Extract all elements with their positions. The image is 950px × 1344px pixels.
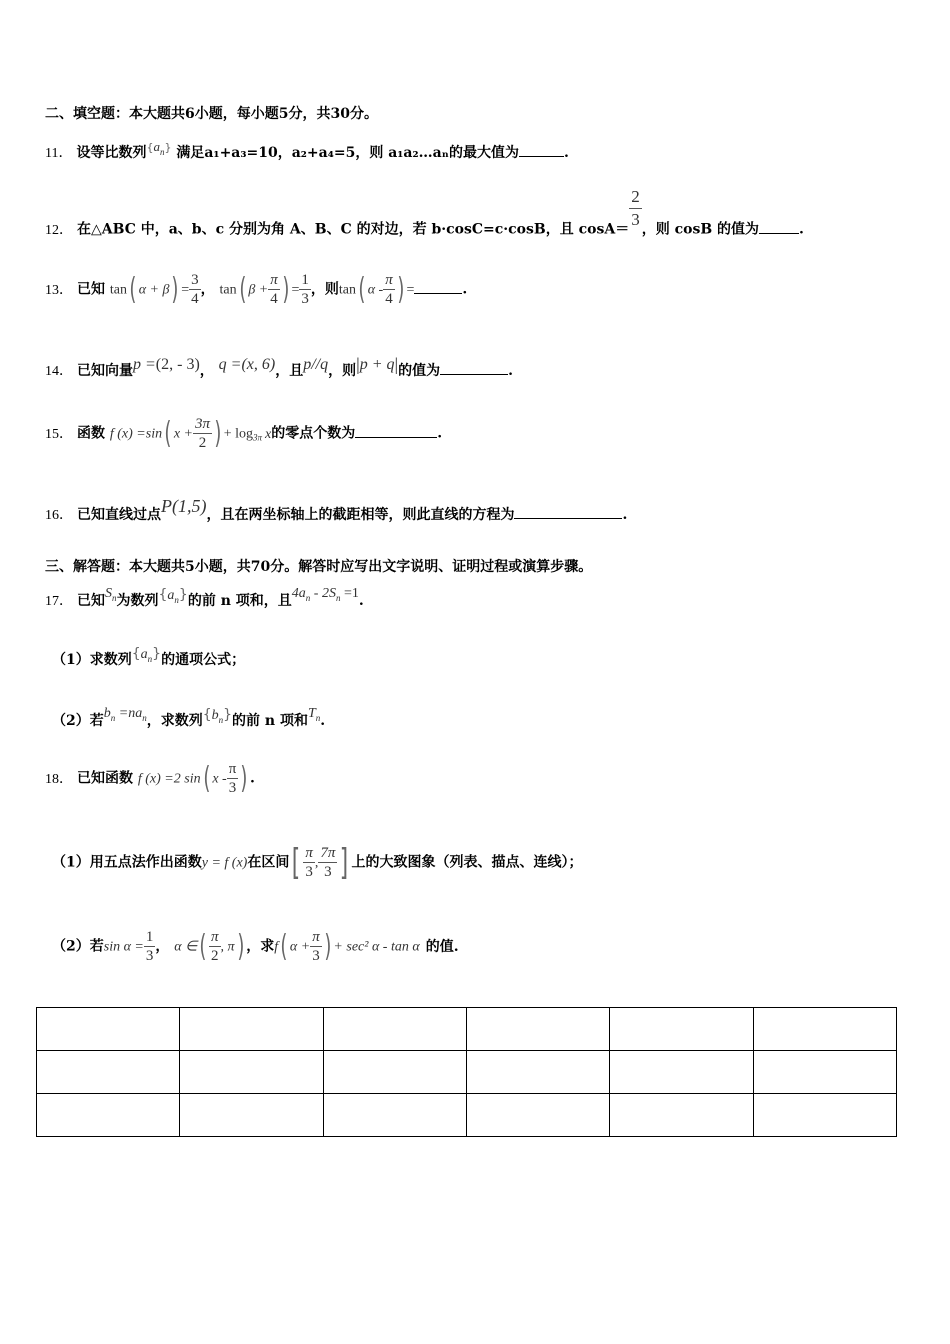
table-row <box>37 1094 897 1137</box>
q17-sub: n <box>335 593 341 603</box>
table-cell[interactable] <box>610 1051 753 1094</box>
q15-logarg: x <box>265 426 272 442</box>
frac-top: 3π <box>194 416 210 432</box>
question-number: 14． <box>45 364 73 379</box>
answer-table <box>36 1007 897 1137</box>
frac-top: 1 <box>301 272 309 288</box>
q17-front: 的前 n 项和，且 <box>187 593 292 609</box>
q17-sub: n <box>142 713 147 723</box>
q13-lead: 已知 <box>77 281 105 298</box>
frac-bottom: 4 <box>270 291 278 307</box>
section-2-heading <box>45 103 378 123</box>
q16-point: P(1,5) <box>161 496 207 516</box>
q17-mid: 为数列 <box>116 593 159 609</box>
q17-T: T <box>307 706 316 721</box>
section-heading-text: 三、解答题：本大题共5小题，共70分。解答时应写出文字说明、证明过程或演算步骤。 <box>45 559 593 575</box>
q14-sum: p + q <box>359 356 395 373</box>
comma: ， <box>155 938 170 955</box>
question-17-part-2: （2）若$b_n =na_n$，求数列$\{b_n\}$的前 n 项和$T_n$. <box>52 706 326 729</box>
q17-an: a <box>167 588 175 603</box>
q17-bn-rhs: =na <box>115 706 143 721</box>
frac-bottom: 3 <box>631 210 640 229</box>
q13-frac2 <box>299 271 311 308</box>
q18-p1-label: （1）用五点法作出函数 <box>52 854 202 871</box>
q18-frac <box>227 760 239 797</box>
frac-top: π <box>270 272 278 288</box>
q17-an: a <box>140 647 148 662</box>
frac-bottom: 3 <box>324 864 332 880</box>
q13-frac1 <box>189 271 201 308</box>
answer-blank[interactable] <box>759 221 799 234</box>
q18-sec: + sec² α - tan α <box>333 939 420 955</box>
q18-p2-label: （2）若 <box>52 938 104 955</box>
q17-eq: 4a <box>291 586 306 601</box>
table-cell[interactable] <box>323 1008 466 1051</box>
question-17-part-1: （1）求数列$\{a_n\}$的通项公式； <box>52 646 246 668</box>
table-cell[interactable] <box>323 1051 466 1094</box>
answer-blank[interactable] <box>519 144 564 157</box>
table-cell[interactable] <box>37 1094 180 1137</box>
q11-tail: ，则 a₁a₂…aₙ的最大值为 <box>355 145 519 161</box>
table-cell[interactable] <box>753 1008 896 1051</box>
q17-sub: n <box>218 715 224 725</box>
question-number: 18． <box>45 771 73 787</box>
q18-yfx: y = f (x) <box>201 855 248 871</box>
question-12 <box>45 186 804 239</box>
question-number: 17． <box>45 594 73 609</box>
q14-lead: 已知向量 <box>77 363 133 379</box>
q11-cond2: a₂+a₄=5 <box>291 145 356 161</box>
section-heading-text: 二、填空题：本大题共6小题，每小题5分，共30分。 <box>45 106 378 122</box>
q17-sub: n <box>147 654 153 664</box>
question-13: 13． 已知 tan( α + β) = $\frac{3}{4}$ ， tan( β + $\frac{\pi}{4}$ ) = $\frac{1}{3}$ ，则tan( α - $\frac{\pi}{4}$ ) = . <box>45 272 468 307</box>
eq: = <box>406 282 415 298</box>
frac-top: π <box>312 929 320 945</box>
q17-p1-tail: 的通项公式； <box>161 652 246 668</box>
q18-lead: 已知函数 <box>77 770 133 787</box>
q12-fraction <box>629 186 642 231</box>
q13-beta: β + <box>248 282 269 298</box>
q11-mid: 满足 <box>176 145 205 161</box>
q14-q: q = <box>218 356 242 373</box>
q18-interval-a <box>303 844 315 881</box>
q17-sub: n <box>112 593 117 603</box>
table-cell[interactable] <box>466 1008 609 1051</box>
question-18-part-2: （2）若sin α = $\frac{1}{3}$ ， α ∈( $\frac{\pi}{2}$ , π) ，求f( α + $\frac{\pi}{3}$ ) + sec² α - tan α 的值. <box>52 929 459 964</box>
q14-tail: 的值为 <box>398 363 441 379</box>
frac-top: 1 <box>145 929 154 945</box>
q18-end: . <box>250 770 255 787</box>
frac-bottom: 3 <box>145 948 154 964</box>
table-cell[interactable] <box>753 1094 896 1137</box>
eq: = <box>291 282 300 298</box>
q18-api: , π <box>220 939 235 955</box>
frac-top: π <box>385 272 393 288</box>
q13-end: . <box>462 281 468 298</box>
q18-fx: f (x) =2 sin <box>137 771 201 787</box>
q12-text: 在△ABC 中，a、b、c 分别为角 A、B、C 的对边，若 b·cosC=c·cosB，且 cosA＝ <box>77 221 630 238</box>
question-15: 15． 函数 f (x) =sin( x + $\frac{3\pi}{2}$ ) + $\log_{3\pi} x$的零点个数为 . <box>45 416 443 451</box>
question-14: 14． 已知向量p =(2, - 3)， q =(x, 6)，且p//q，则|p + q|的值为 . <box>45 354 513 379</box>
q18-sin: sin α = <box>103 939 144 955</box>
q17-bn: b <box>103 706 111 721</box>
frac-bottom: 2 <box>198 435 207 451</box>
q17-sub: n <box>174 595 179 605</box>
q15-xplus: x + <box>173 426 193 442</box>
question-number: 12． <box>45 222 73 238</box>
question-17: 17． 已知$S_n$为数列$\{a_n\}$的前 n 项和，且$4a_n - 2S_n =1$. <box>45 586 364 609</box>
question-16 <box>45 496 627 524</box>
q18-p2-tail: 的值. <box>425 938 459 955</box>
frac-top: π <box>228 761 237 777</box>
q13-pi-frac <box>268 271 280 308</box>
q18-interval-b <box>318 844 337 881</box>
q18-p1-tail: 上的大致图象（列表、描点、连线）； <box>351 854 583 871</box>
question-18-part-1: （1）用五点法作出函数y = f (x)在区间[ $\frac{\pi}{3}$ , $\frac{7\pi}{3}$ ] 上的大致图象（列表、描点、连线）； <box>52 842 583 883</box>
q13-tan: tan <box>219 282 237 298</box>
q15-logbase: 3π <box>253 432 263 443</box>
q18-sin-frac <box>144 928 156 965</box>
q17-S: S <box>105 586 112 601</box>
q13-tan: tan <box>109 282 127 298</box>
q17-p2-label: （2）若 <box>52 713 104 729</box>
q17-eq2: - 2S <box>310 586 336 601</box>
then: ，则 <box>310 281 339 298</box>
q11-sub: n <box>159 147 165 157</box>
q12-tail: ，则 cosB 的值为 <box>641 221 760 238</box>
table-cell[interactable] <box>37 1008 180 1051</box>
q11-lead: 设等比数列 <box>76 145 147 161</box>
answer-blank[interactable] <box>440 362 508 375</box>
q17-sub: n <box>305 593 311 603</box>
q18-aplus: α + <box>289 939 311 955</box>
q17-lead: 已知 <box>77 593 105 609</box>
q13-pi-frac <box>383 271 395 308</box>
answer-blank[interactable] <box>514 506 622 519</box>
frac-bottom: 2 <box>211 948 219 964</box>
frac-bottom: 4 <box>385 291 393 307</box>
section-3-heading <box>45 556 592 576</box>
q14-then: ，则 <box>328 363 357 379</box>
q11-cond1: a₁+a₃=10 <box>204 145 278 161</box>
q17-eq3: =1 <box>340 586 359 601</box>
q17-p2-tail: 的前 n 项和 <box>232 713 308 729</box>
table-cell[interactable] <box>610 1094 753 1137</box>
q12-end: . <box>799 221 804 238</box>
eq: = <box>181 282 190 298</box>
table-cell[interactable] <box>323 1094 466 1137</box>
q13-tan: tan <box>338 282 356 298</box>
frac-top: 7π <box>320 845 336 861</box>
q17-end: . <box>358 593 364 609</box>
q18-xminus: x - <box>212 771 227 787</box>
frac-top: π <box>305 845 313 861</box>
q15-fx: f (x) =sin <box>109 426 163 442</box>
table-cell[interactable] <box>180 1094 323 1137</box>
frac-top: 3 <box>191 272 199 288</box>
table-cell[interactable] <box>37 1051 180 1094</box>
q18-alpha-in: α ∈ <box>174 939 198 955</box>
q14-qval: (x, 6) <box>241 356 276 373</box>
q18-pi3-frac <box>310 928 322 965</box>
q14-parallel: p//q <box>303 356 329 373</box>
q14-p: p = <box>133 356 156 373</box>
frac-top: 2 <box>629 186 642 209</box>
q17-p2-end: . <box>320 713 326 729</box>
q17-p2-mid: ，求数列 <box>146 713 203 729</box>
q18-p1-mid: 在区间 <box>247 854 290 871</box>
q17-p1-label: （1）求数列 <box>52 652 132 668</box>
q17-sub: n <box>315 713 321 723</box>
comma: ， <box>200 281 215 298</box>
question-number: 11． <box>45 146 73 161</box>
q14-pval: (2, - 3) <box>155 356 200 373</box>
q15-tail: 的零点个数为 <box>271 425 356 442</box>
answer-blank[interactable] <box>414 281 462 294</box>
q13-alpha: α - <box>367 282 384 298</box>
q11-seq: a <box>153 139 160 154</box>
q15-lead: 函数 <box>77 425 105 442</box>
question-number: 15． <box>45 426 73 442</box>
table-cell[interactable] <box>180 1051 323 1094</box>
q14-and: ，且 <box>275 363 304 379</box>
table-row <box>37 1051 897 1094</box>
frac-bottom: 3 <box>228 780 237 796</box>
table-cell[interactable] <box>753 1051 896 1094</box>
q16-end: . <box>622 507 628 523</box>
q18-alpha-frac <box>209 928 221 965</box>
q15-log: + log <box>223 426 254 442</box>
frac-bottom: 3 <box>301 291 309 307</box>
q13-expr1: α + β <box>138 282 170 298</box>
frac-bottom: 4 <box>191 291 199 307</box>
frac-bottom: 3 <box>312 948 320 964</box>
table-cell[interactable] <box>610 1008 753 1051</box>
question-number: 16． <box>45 508 73 523</box>
table-row <box>37 1008 897 1051</box>
frac-top: π <box>211 929 219 945</box>
q15-frac <box>193 415 212 452</box>
q15-end: . <box>437 425 443 442</box>
question-18: 18． 已知函数 f (x) =2 sin( x - $\frac{\pi}{3}$ ) . <box>45 761 255 796</box>
q18-f: f <box>274 939 279 955</box>
q16-lead: 已知直线过点 <box>77 507 161 523</box>
question-number: 13． <box>45 282 73 298</box>
answer-blank[interactable] <box>355 425 437 438</box>
table-cell[interactable] <box>180 1008 323 1051</box>
q16-tail: ，且在两坐标轴上的截距相等，则此直线的方程为 <box>206 507 515 523</box>
question-11: 11． 设等比数列$^{\{}a_n^{\}}$ 满足a₁+a₃=10，a₂+a₄=5，则 a₁a₂…aₙ的最大值为 . <box>45 139 569 161</box>
q17-bn: b <box>211 708 219 723</box>
q14-end: . <box>508 363 513 379</box>
table-cell[interactable] <box>466 1051 609 1094</box>
table-cell[interactable] <box>466 1094 609 1137</box>
q11-end: . <box>563 145 569 161</box>
frac-bottom: 3 <box>305 864 313 880</box>
q18-ask: ，求 <box>246 938 275 955</box>
q17-sub: n <box>110 713 116 723</box>
